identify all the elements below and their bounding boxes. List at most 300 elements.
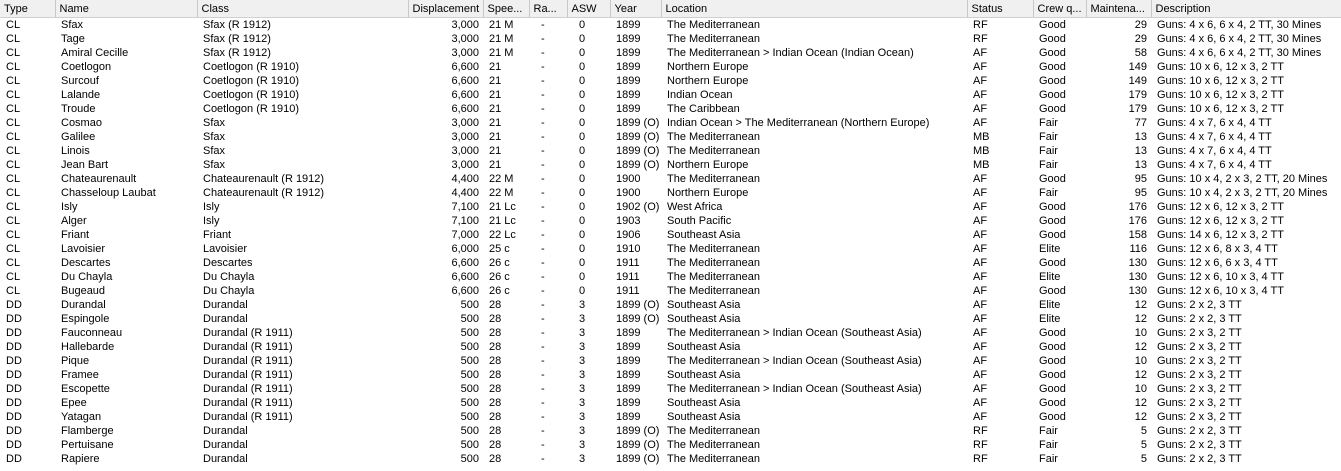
cell-range: - — [541, 131, 545, 143]
cell-class: Durandal — [203, 425, 248, 437]
cell-asw: 0 — [579, 103, 586, 115]
cell-crew-quality: Good — [1039, 341, 1066, 353]
cell-location: Northern Europe — [667, 187, 749, 199]
cell-status: AF — [973, 355, 988, 367]
cell-range: - — [541, 159, 545, 171]
cell-status: MB — [973, 159, 990, 171]
cell-year: 1899 — [616, 397, 641, 409]
cell-crew-quality: Good — [1039, 173, 1066, 185]
cell-status: AF — [973, 411, 988, 423]
cell-maintenance: 10 — [1134, 383, 1147, 395]
column-header-crew-quality[interactable]: Crew q... — [1033, 0, 1086, 18]
cell-type: DD — [6, 313, 22, 325]
cell-status: RF — [973, 19, 988, 31]
cell-location: The Mediterranean — [667, 453, 760, 465]
table-row[interactable] — [0, 102, 1341, 116]
cell-range: - — [541, 187, 545, 199]
table-row[interactable] — [0, 158, 1341, 172]
cell-displacement: 3,000 — [451, 47, 479, 59]
cell-asw: 3 — [579, 355, 586, 367]
cell-location: The Mediterranean > Indian Ocean (Indian Ocean) — [667, 47, 914, 59]
cell-location: Southeast Asia — [667, 397, 741, 409]
cell-class: Du Chayla — [203, 271, 255, 283]
cell-type: CL — [6, 159, 21, 171]
cell-type: DD — [6, 411, 22, 423]
cell-crew-quality: Elite — [1039, 271, 1061, 283]
cell-displacement: 500 — [460, 439, 479, 451]
cell-asw: 0 — [579, 61, 586, 73]
cell-description: Guns: 4 x 7, 6 x 4, 4 TT — [1157, 159, 1272, 171]
cell-asw: 3 — [579, 327, 586, 339]
cell-type: DD — [6, 425, 22, 437]
cell-year: 1899 — [616, 75, 641, 87]
cell-maintenance: 116 — [1129, 243, 1147, 255]
cell-type: CL — [6, 117, 21, 129]
cell-name: Lavoisier — [61, 243, 106, 255]
column-header-type[interactable]: Type — [0, 0, 55, 18]
table-row[interactable] — [0, 144, 1341, 158]
cell-description: Guns: 2 x 2, 3 TT — [1157, 425, 1242, 437]
table-row[interactable] — [0, 354, 1341, 368]
cell-maintenance: 158 — [1128, 229, 1147, 241]
cell-status: RF — [973, 33, 988, 45]
table-row[interactable] — [0, 116, 1341, 130]
cell-range: - — [541, 215, 545, 227]
cell-name: Rapiere — [61, 453, 100, 465]
cell-status: AF — [973, 173, 988, 185]
cell-range: - — [541, 61, 545, 73]
cell-status: AF — [973, 257, 988, 269]
cell-crew-quality: Elite — [1039, 243, 1061, 255]
cell-crew-quality: Fair — [1039, 117, 1058, 129]
cell-class: Descartes — [203, 257, 253, 269]
cell-location: Indian Ocean > The Mediterranean (Northern Europe) — [667, 117, 930, 129]
cell-type: CL — [6, 285, 21, 297]
cell-crew-quality: Good — [1039, 411, 1066, 423]
cell-name: Chateaurenault — [61, 173, 137, 185]
table-row[interactable] — [0, 312, 1341, 326]
cell-class: Durandal (R 1911) — [203, 327, 293, 339]
cell-range: - — [541, 341, 545, 353]
cell-maintenance: 12 — [1134, 411, 1147, 423]
cell-description: Guns: 12 x 6, 10 x 3, 4 TT — [1157, 285, 1284, 297]
cell-speed: 21 — [489, 103, 502, 115]
cell-crew-quality: Good — [1039, 75, 1066, 87]
cell-description: Guns: 4 x 6, 6 x 4, 2 TT, 30 Mines — [1157, 33, 1322, 45]
cell-range: - — [541, 201, 545, 213]
cell-year: 1899 (O) — [616, 299, 660, 311]
cell-class: Chateaurenault (R 1912) — [203, 173, 325, 185]
cell-description: Guns: 2 x 2, 3 TT — [1157, 299, 1242, 311]
cell-description: Guns: 2 x 3, 2 TT — [1157, 383, 1242, 395]
cell-type: DD — [6, 299, 22, 311]
cell-range: - — [541, 33, 545, 45]
cell-speed: 21 — [489, 159, 502, 171]
cell-crew-quality: Fair — [1039, 425, 1058, 437]
cell-name: Descartes — [61, 257, 111, 269]
cell-location: The Mediterranean — [667, 33, 760, 45]
cell-year: 1899 — [616, 327, 641, 339]
cell-speed: 22 M — [489, 187, 514, 199]
cell-crew-quality: Good — [1039, 383, 1066, 395]
cell-range: - — [541, 383, 545, 395]
table-row[interactable] — [0, 228, 1341, 242]
cell-description: Guns: 2 x 3, 2 TT — [1157, 341, 1242, 353]
cell-description: Guns: 10 x 4, 2 x 3, 2 TT, 20 Mines — [1157, 173, 1328, 185]
cell-asw: 3 — [579, 369, 586, 381]
cell-type: DD — [6, 341, 22, 353]
cell-crew-quality: Good — [1039, 327, 1066, 339]
cell-maintenance: 10 — [1134, 327, 1147, 339]
cell-year: 1899 — [616, 369, 641, 381]
cell-displacement: 6,600 — [451, 89, 479, 101]
column-header-location[interactable]: Location — [661, 0, 967, 18]
cell-location: The Mediterranean — [667, 173, 760, 185]
cell-displacement: 3,000 — [451, 159, 479, 171]
table-row[interactable] — [0, 18, 1341, 33]
cell-year: 1910 — [616, 243, 641, 255]
cell-type: CL — [6, 47, 21, 59]
table-row[interactable] — [0, 214, 1341, 228]
cell-type: CL — [6, 19, 21, 31]
cell-maintenance: 179 — [1128, 103, 1147, 115]
cell-speed: 28 — [489, 439, 502, 451]
cell-status: MB — [973, 131, 990, 143]
cell-name: Yatagan — [61, 411, 102, 423]
cell-status: AF — [973, 117, 988, 129]
cell-type: DD — [6, 327, 22, 339]
cell-maintenance: 130 — [1128, 285, 1147, 297]
cell-name: Flamberge — [61, 425, 114, 437]
table-row[interactable] — [0, 396, 1341, 410]
column-header-description[interactable]: Description — [1151, 0, 1341, 18]
cell-class: Durandal (R 1911) — [203, 355, 293, 367]
cell-maintenance: 10 — [1134, 355, 1147, 367]
cell-type: DD — [6, 355, 22, 367]
table-row[interactable] — [0, 46, 1341, 60]
cell-displacement: 6,600 — [451, 61, 479, 73]
cell-crew-quality: Good — [1039, 229, 1066, 241]
cell-range: - — [541, 145, 545, 157]
cell-location: South Pacific — [667, 215, 732, 227]
cell-year: 1899 — [616, 47, 641, 59]
cell-class: Friant — [203, 229, 232, 241]
cell-maintenance: 5 — [1140, 439, 1147, 451]
cell-displacement: 500 — [460, 341, 479, 353]
cell-crew-quality: Good — [1039, 285, 1066, 297]
table-row[interactable] — [0, 298, 1341, 312]
column-header-range[interactable]: Ra... — [529, 0, 567, 18]
cell-class: Sfax — [203, 145, 226, 157]
cell-year: 1899 — [616, 383, 641, 395]
cell-name: Hallebarde — [61, 341, 115, 353]
cell-type: CL — [6, 61, 21, 73]
table-row[interactable] — [0, 88, 1341, 102]
cell-asw: 0 — [579, 117, 586, 129]
cell-type: CL — [6, 271, 21, 283]
column-header-asw[interactable]: ASW — [567, 0, 610, 18]
cell-speed: 21 Lc — [489, 215, 516, 227]
cell-year: 1899 — [616, 19, 641, 31]
cell-displacement: 6,000 — [451, 243, 479, 255]
cell-type: CL — [6, 131, 21, 143]
cell-displacement: 500 — [460, 397, 479, 409]
table-row[interactable] — [0, 242, 1341, 256]
cell-location: The Mediterranean — [667, 131, 760, 143]
table-row[interactable] — [0, 368, 1341, 382]
table-row[interactable] — [0, 326, 1341, 340]
cell-maintenance: 5 — [1140, 425, 1147, 437]
cell-year: 1911 — [616, 257, 640, 269]
table-row[interactable] — [0, 284, 1341, 298]
table-row[interactable] — [0, 438, 1341, 452]
cell-speed: 28 — [489, 411, 502, 423]
cell-description: Guns: 12 x 6, 6 x 3, 4 TT — [1157, 257, 1278, 269]
cell-class: Coetlogon (R 1910) — [203, 75, 300, 87]
column-header-maintenance[interactable]: Maintena... — [1086, 0, 1151, 18]
cell-range: - — [541, 75, 545, 87]
cell-class: Durandal (R 1911) — [203, 369, 293, 381]
cell-location: The Caribbean — [667, 103, 740, 115]
cell-class: Sfax — [203, 159, 226, 171]
cell-crew-quality: Good — [1039, 103, 1066, 115]
table-row[interactable] — [0, 172, 1341, 186]
cell-status: RF — [973, 453, 988, 465]
cell-displacement: 500 — [460, 453, 479, 465]
cell-displacement: 7,100 — [451, 201, 479, 213]
cell-asw: 3 — [579, 411, 586, 423]
cell-speed: 28 — [489, 355, 502, 367]
cell-name: Coetlogon — [61, 61, 112, 73]
cell-maintenance: 179 — [1128, 89, 1147, 101]
cell-name: Alger — [61, 215, 87, 227]
cell-type: DD — [6, 369, 22, 381]
cell-type: CL — [6, 33, 21, 45]
cell-crew-quality: Good — [1039, 61, 1066, 73]
cell-class: Durandal (R 1911) — [203, 383, 293, 395]
cell-speed: 21 M — [489, 47, 514, 59]
cell-year: 1899 (O) — [616, 145, 660, 157]
cell-status: AF — [973, 327, 988, 339]
cell-name: Du Chayla — [61, 271, 113, 283]
cell-speed: 28 — [489, 383, 502, 395]
cell-asw: 0 — [579, 145, 586, 157]
cell-maintenance: 29 — [1134, 33, 1147, 45]
cell-year: 1899 (O) — [616, 117, 660, 129]
cell-range: - — [541, 89, 545, 101]
cell-status: MB — [973, 145, 990, 157]
cell-status: AF — [973, 47, 988, 59]
cell-crew-quality: Fair — [1039, 131, 1058, 143]
cell-name: Linois — [61, 145, 90, 157]
cell-description: Guns: 4 x 7, 6 x 4, 4 TT — [1157, 117, 1272, 129]
cell-crew-quality: Elite — [1039, 313, 1061, 325]
cell-asw: 0 — [579, 243, 586, 255]
cell-displacement: 6,600 — [451, 257, 479, 269]
cell-location: The Mediterranean — [667, 271, 760, 283]
cell-crew-quality: Fair — [1039, 159, 1058, 171]
cell-year: 1899 — [616, 89, 641, 101]
cell-type: DD — [6, 439, 22, 451]
cell-type: CL — [6, 89, 21, 101]
cell-type: CL — [6, 229, 21, 241]
cell-maintenance: 12 — [1134, 313, 1147, 325]
cell-speed: 21 — [489, 145, 502, 157]
cell-speed: 26 c — [489, 257, 510, 269]
cell-type: CL — [6, 145, 21, 157]
cell-range: - — [541, 173, 545, 185]
cell-description: Guns: 4 x 7, 6 x 4, 4 TT — [1157, 145, 1272, 157]
cell-description: Guns: 10 x 6, 12 x 3, 2 TT — [1157, 103, 1284, 115]
cell-asw: 0 — [579, 159, 586, 171]
table-row[interactable] — [0, 270, 1341, 284]
cell-crew-quality: Good — [1039, 201, 1066, 213]
cell-type: CL — [6, 215, 21, 227]
cell-year: 1899 — [616, 341, 641, 353]
cell-range: - — [541, 117, 545, 129]
cell-displacement: 500 — [460, 313, 479, 325]
cell-speed: 28 — [489, 341, 502, 353]
table-row[interactable] — [0, 32, 1341, 46]
table-row[interactable] — [0, 256, 1341, 270]
cell-class: Durandal — [203, 439, 248, 451]
cell-crew-quality: Fair — [1039, 145, 1058, 157]
table-body — [0, 18, 1341, 467]
cell-name: Lalande — [61, 89, 101, 101]
cell-status: AF — [973, 75, 988, 87]
cell-class: Durandal (R 1911) — [203, 397, 293, 409]
table-row[interactable] — [0, 74, 1341, 88]
cell-displacement: 500 — [460, 355, 479, 367]
cell-name: Pertuisane — [61, 439, 114, 451]
cell-year: 1911 — [616, 285, 640, 297]
cell-crew-quality: Good — [1039, 19, 1066, 31]
cell-asw: 0 — [579, 19, 586, 31]
cell-asw: 3 — [579, 425, 586, 437]
cell-status: AF — [973, 229, 988, 241]
cell-location: The Mediterranean — [667, 439, 760, 451]
cell-asw: 3 — [579, 341, 586, 353]
cell-range: - — [541, 103, 545, 115]
cell-range: - — [541, 453, 545, 465]
cell-maintenance: 13 — [1134, 145, 1147, 157]
table-row[interactable] — [0, 410, 1341, 424]
cell-description: Guns: 12 x 6, 8 x 3, 4 TT — [1157, 243, 1278, 255]
cell-description: Guns: 12 x 6, 10 x 3, 4 TT — [1157, 271, 1284, 283]
cell-maintenance: 13 — [1134, 159, 1147, 171]
cell-maintenance: 149 — [1128, 61, 1147, 73]
cell-class: Coetlogon (R 1910) — [203, 61, 300, 73]
cell-class: Durandal (R 1911) — [203, 341, 293, 353]
cell-name: Pique — [61, 355, 90, 367]
cell-displacement: 6,600 — [451, 271, 479, 283]
table-row[interactable] — [0, 200, 1341, 214]
cell-asw: 0 — [579, 285, 586, 297]
table-row[interactable] — [0, 60, 1341, 74]
table-row[interactable] — [0, 452, 1341, 466]
cell-type: CL — [6, 103, 21, 115]
cell-maintenance: 176 — [1128, 201, 1147, 213]
cell-description: Guns: 2 x 3, 2 TT — [1157, 355, 1242, 367]
cell-name: Sfax — [61, 19, 84, 31]
cell-range: - — [541, 47, 545, 59]
cell-description: Guns: 2 x 2, 3 TT — [1157, 439, 1242, 451]
column-header-speed[interactable]: Spee... — [483, 0, 529, 18]
cell-type: CL — [6, 75, 21, 87]
cell-name: Cosmao — [61, 117, 102, 129]
cell-crew-quality: Good — [1039, 215, 1066, 227]
cell-displacement: 3,000 — [451, 117, 479, 129]
cell-asw: 0 — [579, 257, 586, 269]
cell-type: CL — [6, 257, 21, 269]
cell-name: Espingole — [61, 313, 110, 325]
cell-asw: 0 — [579, 271, 586, 283]
cell-crew-quality: Fair — [1039, 187, 1058, 199]
cell-asw: 3 — [579, 397, 586, 409]
cell-range: - — [541, 271, 545, 283]
cell-status: AF — [973, 313, 988, 325]
cell-location: Southeast Asia — [667, 229, 741, 241]
cell-crew-quality: Good — [1039, 355, 1066, 367]
cell-status: AF — [973, 103, 988, 115]
cell-maintenance: 149 — [1128, 75, 1147, 87]
cell-displacement: 500 — [460, 299, 479, 311]
cell-speed: 25 c — [489, 243, 510, 255]
column-header-class[interactable]: Class — [197, 0, 408, 18]
cell-description: Guns: 2 x 3, 2 TT — [1157, 411, 1242, 423]
cell-maintenance: 12 — [1134, 369, 1147, 381]
cell-type: DD — [6, 397, 22, 409]
cell-description: Guns: 2 x 3, 2 TT — [1157, 369, 1242, 381]
cell-description: Guns: 2 x 2, 3 TT — [1157, 313, 1242, 325]
cell-crew-quality: Good — [1039, 369, 1066, 381]
cell-asw: 0 — [579, 75, 586, 87]
cell-speed: 28 — [489, 425, 502, 437]
cell-asw: 0 — [579, 187, 586, 199]
cell-location: The Mediterranean — [667, 19, 760, 31]
cell-speed: 21 M — [489, 19, 514, 31]
column-header-status[interactable]: Status — [967, 0, 1033, 18]
cell-location: The Mediterranean > Indian Ocean (Southeast Asia) — [667, 355, 922, 367]
cell-asw: 0 — [579, 173, 586, 185]
cell-name: Framee — [61, 369, 99, 381]
cell-displacement: 500 — [460, 383, 479, 395]
cell-name: Fauconneau — [61, 327, 123, 339]
cell-displacement: 500 — [460, 327, 479, 339]
cell-type: CL — [6, 173, 21, 185]
table-row[interactable] — [0, 130, 1341, 144]
cell-range: - — [541, 19, 545, 31]
cell-range: - — [541, 369, 545, 381]
column-header-year[interactable]: Year — [610, 0, 661, 18]
cell-range: - — [541, 439, 545, 451]
cell-asw: 3 — [579, 439, 586, 451]
table-row[interactable] — [0, 186, 1341, 200]
cell-speed: 28 — [489, 313, 502, 325]
cell-range: - — [541, 411, 545, 423]
table-row[interactable] — [0, 424, 1341, 438]
cell-status: AF — [973, 341, 988, 353]
cell-speed: 28 — [489, 453, 502, 465]
table-row[interactable] — [0, 382, 1341, 396]
cell-year: 1899 (O) — [616, 131, 660, 143]
column-header-displacement[interactable]: Displacement — [408, 0, 483, 18]
cell-status: AF — [973, 215, 988, 227]
column-header-name[interactable]: Name — [55, 0, 197, 18]
cell-year: 1899 (O) — [616, 425, 660, 437]
cell-maintenance: 58 — [1134, 47, 1147, 59]
table-row[interactable] — [0, 340, 1341, 354]
